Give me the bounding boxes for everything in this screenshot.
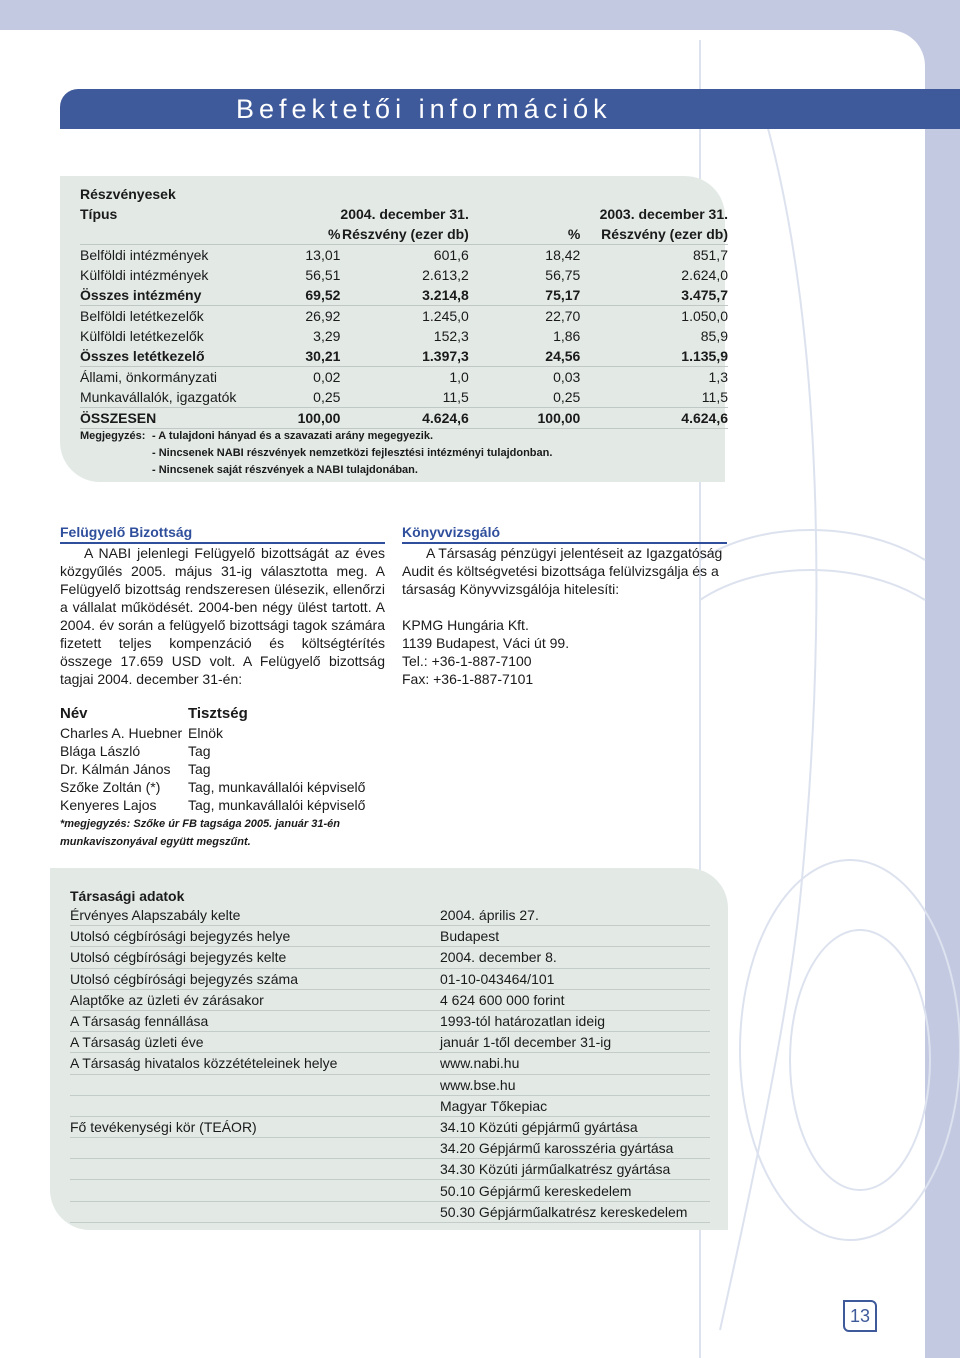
table-row [80, 306, 728, 327]
shares-2003: 1.050,0 [681, 308, 728, 324]
table-row [80, 346, 728, 367]
table-row [80, 408, 728, 429]
pct-header-2003: % [469, 224, 581, 245]
table-row [80, 265, 728, 285]
company-data-value: 4 624 600 000 forint [438, 989, 710, 1010]
company-data-row [70, 968, 710, 989]
shareholder-type: Összes letétkezelő [80, 346, 275, 367]
member-role: Tag, munkavállalói képviselő [188, 779, 366, 795]
shareholder-type: ÖSSZESEN [80, 408, 275, 429]
period-2004: 2004. december 31. [340, 206, 469, 222]
company-data-value: Budapest [438, 926, 710, 947]
company-data-rows [70, 905, 710, 1222]
company-data-value: www.bse.hu [438, 1074, 710, 1095]
company-data-value: január 1-től december 31-ig [438, 1032, 710, 1053]
company-data-value: 34.30 Közúti járműalkatrész gyártása [438, 1159, 710, 1180]
auditor-company: KPMG Hungária Kft. [402, 617, 529, 633]
title-bar [60, 89, 960, 129]
member-role: Elnök [188, 725, 224, 741]
company-data-key: Utolsó cégbírósági bejegyzés száma [70, 968, 438, 989]
company-data-key: Érvényes Alapszabály kelte [70, 905, 438, 926]
shares-2003: 4.624,6 [580, 408, 728, 429]
company-data-key: A Társaság fennállása [70, 1010, 438, 1031]
shareholders-header-row-2 [80, 224, 728, 245]
company-data-row [70, 1053, 710, 1074]
footnote-line-2: munkaviszonyával együtt megszűnt. [60, 836, 251, 848]
member-row [60, 724, 385, 742]
shareholder-type: Belföldi letétkezelők [80, 308, 204, 324]
pct-2004: 69,52 [275, 285, 340, 306]
shareholder-type: Külföldi letétkezelők [80, 328, 204, 344]
shareholder-type: Külföldi intézmények [80, 267, 209, 283]
shares-2004: 4.624,6 [340, 408, 468, 429]
member-row [60, 742, 385, 760]
member-role: Tag [188, 761, 211, 777]
shareholder-type: Állami, önkormányzati [80, 369, 217, 385]
company-data-key: A Társaság üzleti éve [70, 1032, 438, 1053]
company-data-row [70, 926, 710, 947]
shareholders-rows [80, 245, 728, 429]
company-data-table [70, 905, 710, 1223]
member-row [60, 796, 385, 814]
auditor-fax: Fax: +36-1-887-7101 [402, 671, 534, 687]
company-data-key [70, 1159, 438, 1180]
shareholder-type: Belföldi intézmények [80, 247, 209, 263]
auditor-heading: Könyvvizsgáló [402, 524, 501, 540]
company-data-value: 50.10 Gépjármű kereskedelem [438, 1180, 710, 1201]
members-rows [60, 724, 385, 814]
table-row [80, 387, 728, 408]
company-data-value: 50.30 Gépjárműalkatrész kereskedelem [438, 1201, 710, 1222]
auditor-address: 1139 Budapest, Váci út 99. [402, 635, 570, 651]
auditor-phone: Tel.: +36-1-887-7100 [402, 653, 532, 669]
company-data-row [70, 1032, 710, 1053]
shares-header-2004: Részvény (ezer db) [340, 224, 468, 245]
shares-2004: 11,5 [340, 387, 468, 408]
member-name: Charles A. Huebner [60, 725, 183, 741]
company-data-value: www.nabi.hu [438, 1053, 710, 1074]
company-data-row [70, 1201, 710, 1222]
shares-2003: 851,7 [692, 247, 728, 263]
member-role: Tag [188, 743, 211, 759]
pct-2004: 0,25 [275, 387, 340, 408]
supervisory-footnote [60, 815, 385, 851]
supervisory-paragraph: A NABI jelenlegi Felügyelő bizottságát az éves közgyűlés 2005. május 31-ig választotta meg. A Felügyelő bizottság rendszeresen ülésezik, ellenőrzi a vállalat működését. 2004-ben négy ülést tartott. A 2004. év során a felügyelő bizottsági tagok számára fizetett teljes kompenzáció és költségtérítés összege 17.659 USD volt. A Felügyelő bizottság tagjai 2004. december 31-én: [60, 545, 385, 687]
pct-2004: 0,02 [313, 369, 341, 385]
members-header [60, 704, 385, 724]
company-data-key [70, 1201, 438, 1222]
company-data-row [70, 1074, 710, 1095]
member-role: Tag, munkavállalói képviselő [188, 797, 366, 813]
supervisory-heading-rule [60, 542, 385, 544]
shares-2003: 11,5 [580, 387, 728, 408]
company-data-row [70, 947, 710, 968]
company-data-heading: Társasági adatok [70, 888, 185, 904]
auditor-section [402, 523, 732, 688]
company-data-value: Magyar Tőkepiac [438, 1095, 710, 1116]
pct-2003: 18,42 [545, 247, 581, 263]
pct-2004: 56,51 [305, 267, 341, 283]
member-name: Szőke Zoltán (*) [60, 779, 161, 795]
pct-2003: 22,70 [545, 308, 581, 324]
company-data-key [70, 1074, 438, 1095]
member-name: Kenyeres Lajos [60, 797, 157, 813]
pct-2003: 0,25 [469, 387, 581, 408]
shareholder-type: Munkavállalók, igazgatók [80, 387, 275, 408]
shares-2004: 2.613,2 [422, 267, 469, 283]
page-number: 13 [843, 1300, 877, 1332]
shares-2004: 601,6 [433, 247, 469, 263]
shares-2003: 85,9 [700, 328, 728, 344]
company-data-key [70, 1095, 438, 1116]
shares-2003: 2.624,0 [681, 267, 728, 283]
table-row [80, 326, 728, 346]
table-row [80, 367, 728, 388]
company-data-value: 2004. április 27. [438, 905, 710, 926]
shares-2004: 1.397,3 [340, 346, 468, 367]
auditor-contact [402, 616, 732, 688]
pct-2003: 0,03 [553, 369, 581, 385]
pct-2004: 30,21 [275, 346, 340, 367]
company-data-key: Utolsó cégbírósági bejegyzés kelte [70, 947, 438, 968]
shares-2003: 1,3 [708, 369, 728, 385]
footnote-line-1: *megjegyzés: Szőke úr FB tagsága 2005. január 31-én [60, 818, 341, 830]
company-data-key: Fő tevékenységi kör (TEÁOR) [70, 1116, 438, 1137]
company-data-key: Alaptőke az üzleti év zárásakor [70, 989, 438, 1010]
note-2: - Nincsenek NABI részvények nemzetközi fejlesztési intézményi tulajdonban. [152, 447, 553, 459]
supervisory-heading: Felügyelő Bizottság [60, 524, 193, 540]
shareholders-notes [80, 428, 552, 479]
type-label: Típus [80, 206, 118, 222]
pct-2003: 24,56 [469, 346, 581, 367]
pct-2004: 26,92 [305, 308, 341, 324]
pct-2003: 75,17 [469, 285, 581, 306]
company-data-value: 2004. december 8. [438, 947, 710, 968]
period-2003: 2003. december 31. [599, 206, 728, 222]
company-data-row [70, 905, 710, 926]
table-row [80, 245, 728, 266]
shareholders-header-row-1 [80, 204, 728, 224]
company-data-key: Utolsó cégbírósági bejegyzés helye [70, 926, 438, 947]
company-data-panel [50, 868, 728, 1230]
shares-2003: 3.475,7 [580, 285, 728, 306]
pct-2004: 13,01 [305, 247, 341, 263]
pct-2004: 100,00 [275, 408, 340, 429]
auditor-heading-rule [402, 542, 727, 544]
notes-label: Megjegyzés: [80, 430, 146, 442]
company-data-row [70, 1159, 710, 1180]
pct-2003: 1,86 [553, 328, 581, 344]
shares-2004: 1,0 [449, 369, 469, 385]
pct-2004: 3,29 [313, 328, 341, 344]
company-data-row [70, 989, 710, 1010]
company-data-row [70, 1095, 710, 1116]
shareholder-type: Összes intézmény [80, 285, 275, 306]
company-data-value: 34.10 Közúti gépjármű gyártása [438, 1116, 710, 1137]
shares-2004: 3.214,8 [340, 285, 468, 306]
auditor-paragraph: A Társaság pénzügyi jelentéseit az Igazgatóság Audit és költségvetési bizottsága felülvizsgálja és a társaság Könyvvizsgálója hitelesíti: [402, 545, 723, 597]
shareholders-panel [60, 176, 728, 482]
shares-2004: 152,3 [433, 328, 469, 344]
company-data-value: 01-10-043464/101 [438, 968, 710, 989]
company-data-key [70, 1138, 438, 1159]
member-row [60, 760, 385, 778]
company-data-key [70, 1180, 438, 1201]
shares-2003: 1.135,9 [580, 346, 728, 367]
supervisory-board-section [60, 523, 385, 851]
members-table [60, 704, 385, 814]
pct-2003: 100,00 [469, 408, 581, 429]
table-row [80, 285, 728, 306]
note-3: - Nincsenek saját részvények a NABI tulajdonában. [152, 464, 418, 476]
member-row [60, 778, 385, 796]
company-data-row [70, 1180, 710, 1201]
company-data-value: 34.20 Gépjármű karosszéria gyártása [438, 1138, 710, 1159]
member-name: Dr. Kálmán János [60, 761, 171, 777]
shareholders-table [80, 204, 728, 429]
shares-2004: 1.245,0 [422, 308, 469, 324]
shares-header-2003: Részvény (ezer db) [580, 224, 728, 245]
company-data-key: A Társaság hivatalos közzétételeinek helye [70, 1053, 438, 1074]
shareholders-heading: Részvényesek [80, 186, 176, 202]
company-data-row [70, 1116, 710, 1137]
pct-2003: 56,75 [545, 267, 581, 283]
company-data-row [70, 1010, 710, 1031]
col-role: Tisztség [188, 705, 248, 722]
pct-header-2004: % [275, 224, 340, 245]
member-name: Blága László [60, 743, 141, 759]
note-1: - A tulajdoni hányad és a szavazati arány megegyezik. [152, 430, 434, 442]
col-name: Név [60, 705, 88, 722]
company-data-row [70, 1138, 710, 1159]
page-title: Befektetői információk [236, 94, 612, 124]
company-data-value: 1993-tól határozatlan ideig [438, 1010, 710, 1031]
